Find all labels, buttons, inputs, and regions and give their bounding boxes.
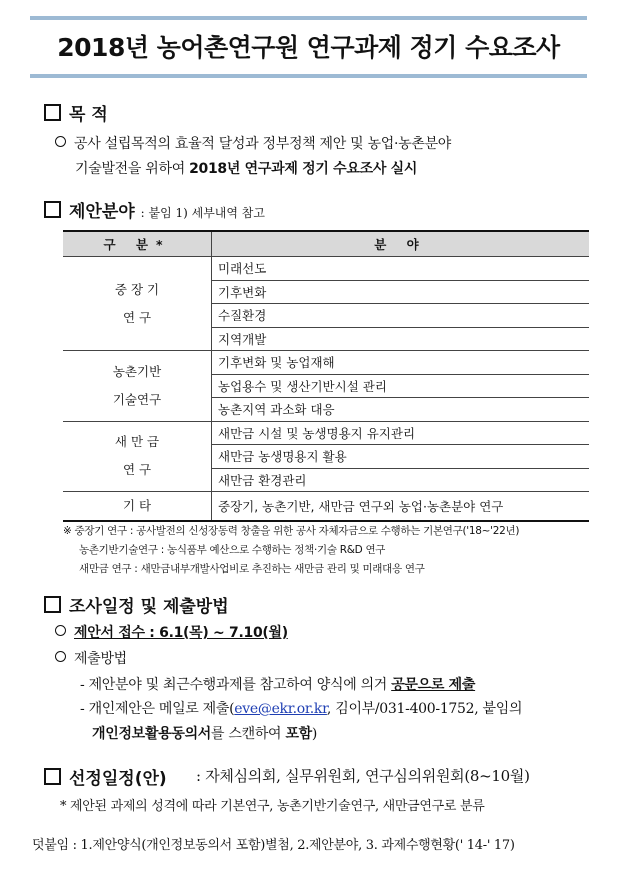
table-row <box>63 492 589 522</box>
footnote-2: 농촌기반기술연구 : 농식품부 예산으로 수행하는 정책·기술 R&D 연구 <box>79 544 386 556</box>
category-line: 연 구 <box>122 462 152 478</box>
dash-2-text: - 개인제안은 메일로 제출( <box>80 701 235 717</box>
table-header-row <box>63 231 589 257</box>
purpose-line-2-plain: 기술발전을 위하여 <box>75 161 190 177</box>
dash-3-text: 를 스캔하여 <box>211 726 286 742</box>
table-field-cell: 중장기, 농촌기반, 새만금 연구외 농업·농촌분야 연구 <box>212 492 590 522</box>
table-category-cell <box>63 492 212 522</box>
table-field-cell: 기후변화 <box>212 280 590 304</box>
page-title: 2018년 농어촌연구원 연구과제 정기 수요조사 <box>57 33 560 62</box>
table-header-field: 분 야 <box>212 231 590 257</box>
circle-bullet-icon <box>55 651 66 662</box>
table-field-cell: 농촌지역 과소화 대응 <box>212 398 590 422</box>
selection-heading-text: 선정일정(안) <box>69 769 167 789</box>
dash-1-text: - 제안분야 및 최근수행과제를 참고하여 양식에 의거 <box>80 677 392 693</box>
table-field-cell: 새만금 농생명용지 활용 <box>212 445 590 469</box>
schedule-method <box>55 648 127 668</box>
table-field-cell: 농업용수 및 생산기반시설 관리 <box>212 374 590 398</box>
method-label: 제출방법 <box>74 651 127 667</box>
receipt-period: 제안서 접수 : 6.1(목) ~ 7.10(월) <box>74 625 288 641</box>
category-line: 새 만 금 <box>114 434 160 450</box>
include-word: 포함 <box>285 726 312 742</box>
attachment-line: 덧붙임 : 1.제안양식(개인정보동의서 포함)별첨, 2.제안분야, 3. 과제수행현황(' 14-' 17) <box>32 838 515 853</box>
table-row <box>63 421 589 445</box>
email-link[interactable]: eve@ekr.or.kr <box>234 701 327 717</box>
category-line: 농촌기반 <box>112 363 162 379</box>
proposal-heading-text: 제안분야 <box>69 202 135 222</box>
selection-text: : 자체심의회, 실무위원회, 연구심의위원회(8~10월) <box>196 767 530 785</box>
table-category-cell <box>63 257 212 351</box>
section-schedule-heading <box>44 592 229 617</box>
purpose-line-1-text: 공사 설립목적의 효율적 달성과 정부정책 제안 및 농업·농촌분야 <box>74 136 452 152</box>
table-field-cell: 미래선도 <box>212 257 590 281</box>
table-field-cell: 수질환경 <box>212 304 590 328</box>
category-line: 연 구 <box>122 309 152 325</box>
title-rule-bottom <box>30 74 587 78</box>
section-proposal-heading <box>44 197 265 222</box>
checkbox-square-icon <box>44 596 61 613</box>
table-row <box>63 257 589 281</box>
checkbox-square-icon <box>44 104 61 121</box>
dash-3-end: ) <box>311 726 318 742</box>
checkbox-square-icon <box>44 768 61 785</box>
table-field-cell: 지역개발 <box>212 327 590 351</box>
schedule-receipt <box>55 622 288 642</box>
section-purpose-heading <box>44 100 108 125</box>
checkbox-square-icon <box>44 201 61 218</box>
table-field-cell: 새만금 시설 및 농생명용지 유지관리 <box>212 421 590 445</box>
table-category-cell <box>63 351 212 422</box>
purpose-line-2 <box>75 158 417 178</box>
method-dash-2 <box>80 698 522 718</box>
title-rule-top <box>30 16 587 20</box>
footnote-3: 새만금 연구 : 새만금내부개발사업비로 추진하는 새만금 관리 및 미래대응 연구 <box>79 563 425 575</box>
table-field-cell: 기후변화 및 농업재해 <box>212 351 590 375</box>
dash-2-contact: , 김이부/031-400-1752, 붙임의 <box>326 701 523 717</box>
footnote-1: ※ 중장기 연구 : 공사발전의 신성장동력 창출을 위한 공사 자체자금으로 수행하는 기본연구('18~'22년) <box>63 525 520 537</box>
category-line: 중 장 기 <box>114 281 160 297</box>
selection-note: * 제안된 과제의 성격에 따라 기본연구, 농촌기반기술연구, 새만금연구로 분류 <box>60 799 485 814</box>
circle-bullet-icon <box>55 625 66 636</box>
table-category-cell <box>63 421 212 492</box>
category-line: 기 타 <box>122 498 152 513</box>
official-submission: 공문으로 제출 <box>391 677 476 693</box>
section-selection-heading <box>44 764 167 789</box>
circle-bullet-icon <box>55 136 66 147</box>
proposal-table <box>63 230 589 522</box>
category-line: 기술연구 <box>112 391 162 407</box>
schedule-heading-text: 조사일정 및 제출방법 <box>69 597 229 617</box>
purpose-line-2-bold: 2018년 연구과제 정기 수요조사 실시 <box>189 161 418 177</box>
method-dash-3 <box>92 723 317 743</box>
method-dash-1 <box>80 674 475 694</box>
table-row <box>63 351 589 375</box>
consent-form: 개인정보활용동의서 <box>92 726 212 742</box>
title-banner <box>30 16 587 80</box>
table-header-category: 구 분* <box>63 231 212 257</box>
proposal-note: : 붙임 1) 세부내역 참고 <box>140 206 265 220</box>
table-field-cell: 새만금 환경관리 <box>212 468 590 492</box>
purpose-heading-text: 목 적 <box>69 105 108 125</box>
purpose-line-1 <box>55 133 451 153</box>
